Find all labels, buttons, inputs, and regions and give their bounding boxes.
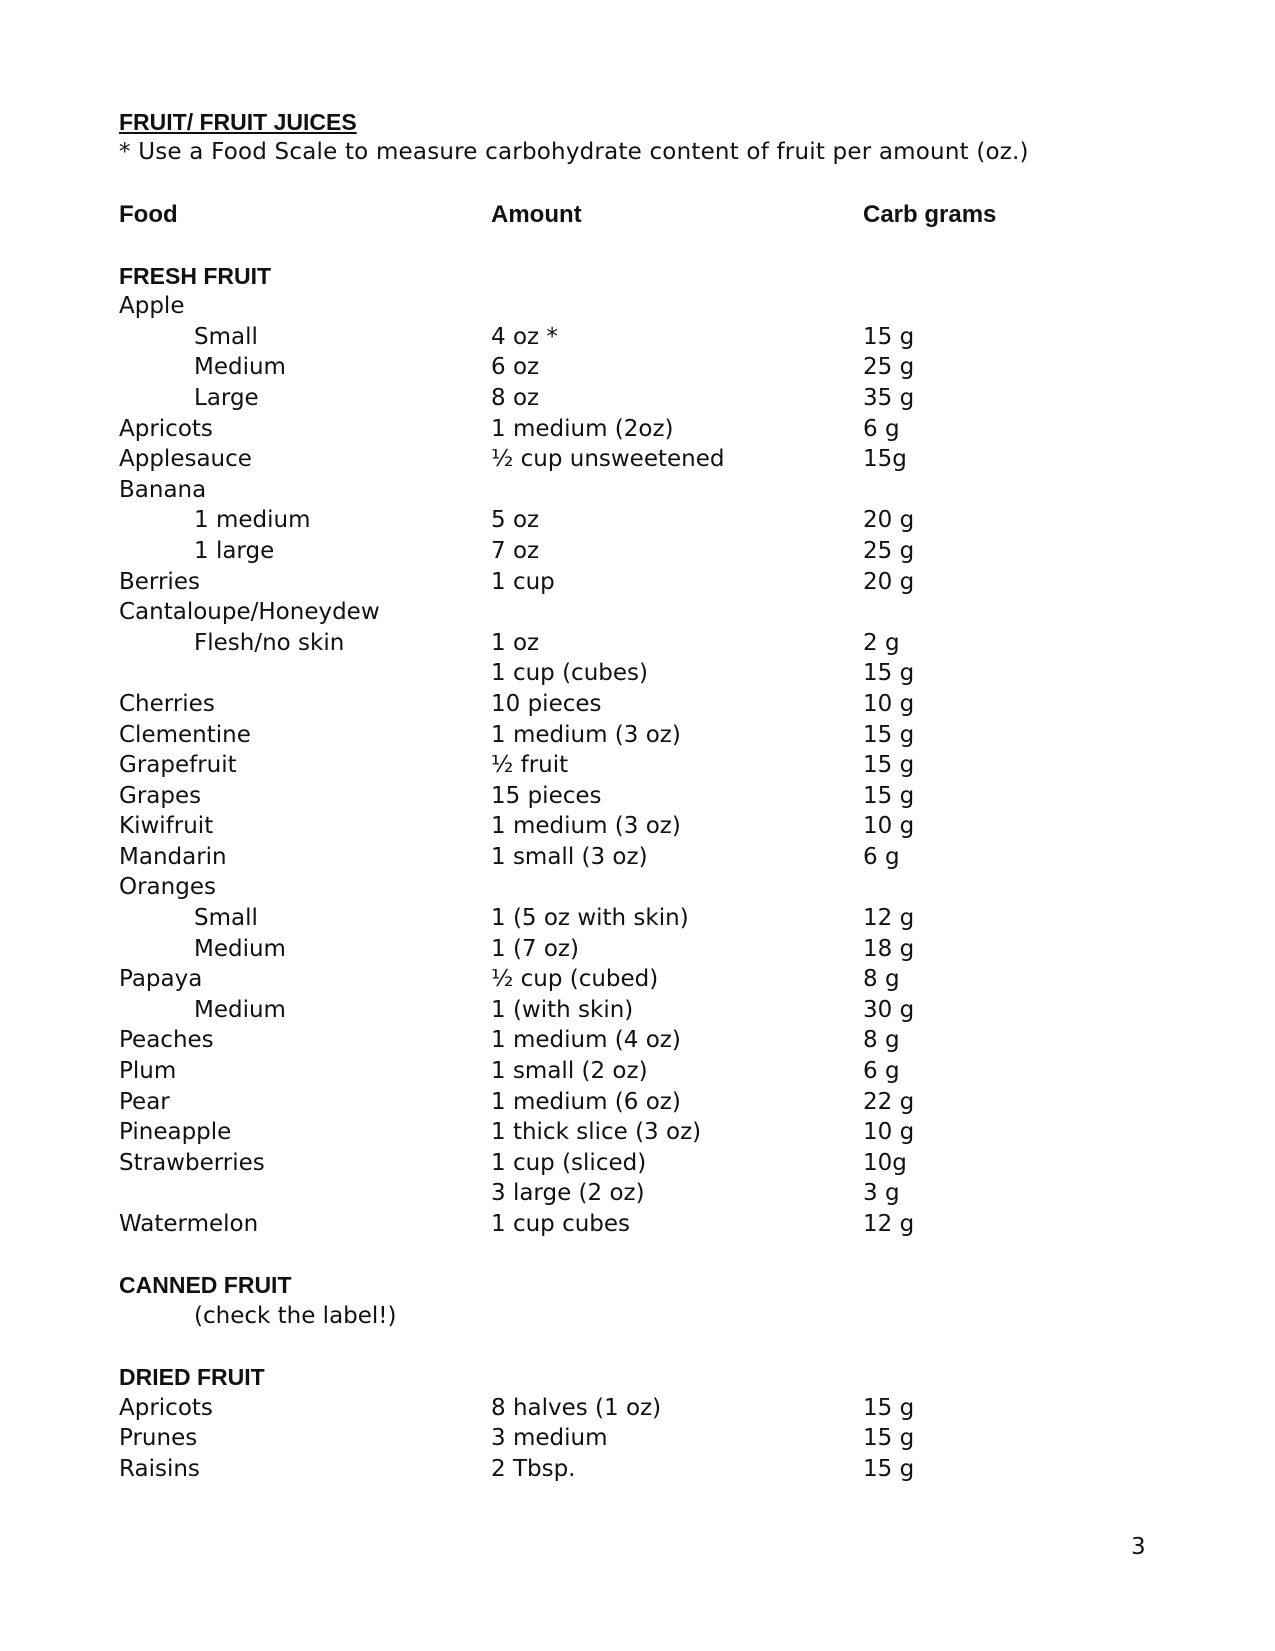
table-row [119, 903, 1169, 934]
table-row [119, 1209, 1169, 1240]
page-number: 3 [1131, 1534, 1146, 1560]
amount-cell: 3 medium [491, 1425, 608, 1452]
amount-cell: 1 (7 oz) [491, 935, 579, 962]
carbs-cell: 12 g [863, 905, 915, 932]
food-cell: Cantaloupe/Honeydew [119, 599, 380, 626]
table-row [119, 567, 1169, 598]
food-cell: Plum [119, 1058, 177, 1085]
table-row [119, 414, 1169, 445]
table-row [119, 750, 1169, 781]
table-row [119, 628, 1169, 659]
carbs-cell: 15 g [863, 1455, 915, 1482]
food-cell: Grapes [119, 782, 202, 809]
carbs-cell: 6 g [863, 1058, 900, 1085]
table-row [119, 1117, 1169, 1148]
food-cell: Medium [194, 354, 286, 381]
column-header-amount: Amount [491, 201, 582, 228]
amount-cell: 1 medium (3 oz) [491, 721, 681, 748]
amount-cell: 15 pieces [491, 782, 602, 809]
canned-fruit-section [119, 1270, 1169, 1331]
food-cell: Large [194, 384, 259, 411]
food-cell: Apple [119, 293, 185, 320]
table-row [119, 720, 1169, 751]
carbs-cell: 15 g [863, 660, 915, 687]
table-row [119, 1056, 1169, 1087]
food-cell: Mandarin [119, 843, 227, 870]
food-cell: Banana [119, 476, 207, 503]
carbs-cell: 22 g [863, 1088, 915, 1115]
table-row [119, 322, 1169, 353]
table-row [119, 811, 1169, 842]
food-cell: Medium [194, 996, 286, 1023]
food-cell: Pear [119, 1088, 170, 1115]
food-cell: Small [194, 323, 258, 350]
table-row [119, 964, 1169, 995]
table-row [119, 1393, 1169, 1424]
table-row [119, 658, 1169, 689]
food-cell: Kiwifruit [119, 813, 214, 840]
amount-cell: ½ cup (cubed) [491, 966, 659, 993]
carbs-cell: 25 g [863, 537, 915, 564]
amount-cell: ½ fruit [491, 752, 569, 779]
amount-cell: 1 oz [491, 629, 540, 656]
table-row [119, 842, 1169, 873]
food-cell: Papaya [119, 966, 203, 993]
carbs-cell: 15 g [863, 782, 915, 809]
food-cell: 1 large [194, 537, 275, 564]
table-row [119, 1148, 1169, 1179]
table-row [119, 383, 1169, 414]
dried-fruit-rows [119, 1393, 1169, 1485]
carbs-cell: 18 g [863, 935, 915, 962]
table-row [119, 1025, 1169, 1056]
amount-cell: 6 oz [491, 354, 540, 381]
table-row [119, 475, 1169, 506]
table-row [119, 1178, 1169, 1209]
food-cell: Small [194, 905, 258, 932]
scale-note: * Use a Food Scale to measure carbohydrate content of fruit per amount (oz.) [119, 139, 1029, 165]
carbs-cell: 3 g [863, 1180, 900, 1207]
food-cell: Flesh/no skin [194, 629, 345, 656]
amount-cell: 7 oz [491, 537, 540, 564]
carbs-cell: 8 g [863, 1027, 900, 1054]
food-cell: Applesauce [119, 446, 252, 473]
amount-cell: 5 oz [491, 507, 540, 534]
fresh-fruit-section [119, 261, 1169, 1240]
amount-cell: 10 pieces [491, 690, 602, 717]
food-cell: 1 medium [194, 507, 311, 534]
carbs-cell: 2 g [863, 629, 900, 656]
carbs-cell: 15 g [863, 1394, 915, 1421]
document-page [119, 108, 1169, 1484]
amount-cell: 1 small (3 oz) [491, 843, 648, 870]
table-row [119, 1454, 1169, 1485]
food-cell: Cherries [119, 690, 215, 717]
food-cell: Oranges [119, 874, 216, 901]
carbs-cell: 6 g [863, 415, 900, 442]
amount-cell: 1 cup (cubes) [491, 660, 648, 687]
carbs-cell: 15 g [863, 752, 915, 779]
carbs-cell: 8 g [863, 966, 900, 993]
table-row [119, 536, 1169, 567]
food-cell: Raisins [119, 1455, 200, 1482]
column-headers [119, 199, 1169, 230]
section-heading: FRUIT/ FRUIT JUICES [119, 109, 357, 135]
carbs-cell: 10 g [863, 813, 915, 840]
table-row [119, 597, 1169, 628]
canned-fruit-title: CANNED FRUIT [119, 1272, 292, 1299]
carbs-cell: 30 g [863, 996, 915, 1023]
amount-cell: 8 halves (1 oz) [491, 1394, 662, 1421]
carbs-cell: 12 g [863, 1211, 915, 1237]
amount-cell: 4 oz * [491, 323, 558, 350]
amount-cell: 1 (5 oz with skin) [491, 905, 689, 932]
carbs-cell: 6 g [863, 843, 900, 870]
amount-cell: 1 cup (sliced) [491, 1149, 647, 1176]
amount-cell: 1 medium (2oz) [491, 415, 674, 442]
amount-cell: 1 medium (6 oz) [491, 1088, 681, 1115]
table-row [119, 352, 1169, 383]
table-row [119, 291, 1169, 322]
carbs-cell: 20 g [863, 568, 915, 595]
table-row [119, 781, 1169, 812]
table-row [119, 505, 1169, 536]
carbs-cell: 25 g [863, 354, 915, 381]
food-cell: Apricots [119, 1394, 213, 1421]
table-row [119, 444, 1169, 475]
table-row [119, 872, 1169, 903]
table-row [119, 1423, 1169, 1454]
amount-cell: 1 thick slice (3 oz) [491, 1119, 702, 1146]
amount-cell: 1 (with skin) [491, 996, 634, 1023]
table-row [119, 995, 1169, 1026]
column-header-carbs: Carb grams [863, 201, 997, 228]
carbs-cell: 10 g [863, 690, 915, 717]
amount-cell: 3 large (2 oz) [491, 1180, 645, 1207]
carbs-cell: 15 g [863, 323, 915, 350]
amount-cell: 1 cup [491, 568, 555, 595]
canned-fruit-note: (check the label!) [194, 1302, 397, 1329]
fresh-fruit-rows [119, 291, 1169, 1239]
amount-cell: 1 cup cubes [491, 1211, 631, 1237]
carbs-cell: 10g [863, 1149, 907, 1176]
dried-fruit-title: DRIED FRUIT [119, 1363, 265, 1390]
carbs-cell: 10 g [863, 1119, 915, 1146]
food-cell: Watermelon [119, 1211, 259, 1237]
food-cell: Apricots [119, 415, 213, 442]
amount-cell: ½ cup unsweetened [491, 446, 725, 473]
amount-cell: 2 Tbsp. [491, 1455, 576, 1482]
food-cell: Berries [119, 568, 200, 595]
carbs-cell: 15g [863, 446, 907, 473]
column-header-food: Food [119, 201, 178, 228]
food-cell: Clementine [119, 721, 251, 748]
amount-cell: 1 small (2 oz) [491, 1058, 648, 1085]
fresh-fruit-title: FRESH FRUIT [119, 262, 272, 289]
table-row [119, 934, 1169, 965]
amount-cell: 1 medium (4 oz) [491, 1027, 681, 1054]
food-cell: Peaches [119, 1027, 214, 1054]
table-row [119, 1087, 1169, 1118]
carbs-cell: 20 g [863, 507, 915, 534]
food-cell: Pineapple [119, 1119, 232, 1146]
amount-cell: 1 medium (3 oz) [491, 813, 681, 840]
dried-fruit-section [119, 1362, 1169, 1484]
food-cell: Grapefruit [119, 752, 237, 779]
amount-cell: 8 oz [491, 384, 540, 411]
food-cell: Medium [194, 935, 286, 962]
food-cell: Strawberries [119, 1149, 265, 1176]
carbs-cell: 15 g [863, 721, 915, 748]
food-cell: Prunes [119, 1425, 198, 1452]
carbs-cell: 15 g [863, 1425, 915, 1452]
table-row [119, 689, 1169, 720]
carbs-cell: 35 g [863, 384, 915, 411]
